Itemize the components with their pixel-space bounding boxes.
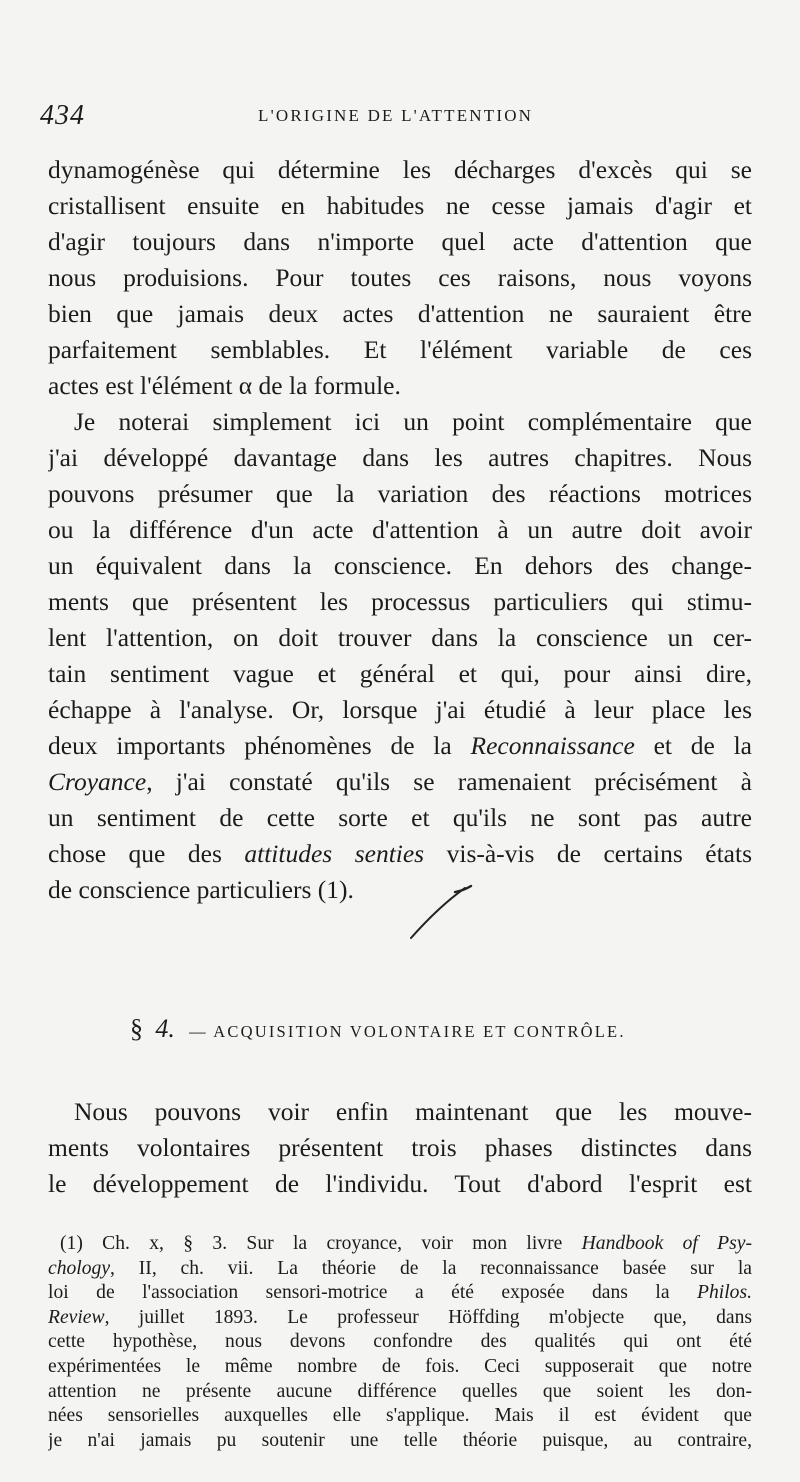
footnote-line: nées sensorielles auxquelles elle s'applique. Mais il est évident que	[48, 1405, 752, 1427]
text-line: un sentiment de cette sorte et qu'ils ne sont pas autre	[48, 803, 752, 832]
italic-term: Reconnaissance	[470, 731, 635, 760]
text-fragment: , juillet 1893. Le professeur Höffding m'objecte que, dans	[104, 1306, 752, 1328]
text-line: lent l'attention, on doit trouver dans la conscience un cer-	[48, 623, 752, 652]
text-fragment: , j'ai constaté qu'ils se ramenaient précisément à	[146, 767, 752, 796]
text-line: ments volontaires présentent trois phases distinctes dans	[48, 1133, 752, 1162]
text-line	[48, 764, 752, 800]
text-line: échappe à l'analyse. Or, lorsque j'ai étudié à leur place les	[48, 695, 752, 724]
text-line: ments que présentent les processus particuliers qui stimu-	[48, 587, 752, 616]
page-number: 434	[40, 100, 85, 131]
section-number: 4.	[155, 1014, 175, 1043]
footnote-line	[48, 1306, 752, 1331]
italic-title: Philos.	[697, 1282, 752, 1304]
text-line: tain sentiment vague et général et qui, pour ainsi dire,	[48, 659, 752, 688]
text-line: actes est l'élément α de la formule.	[48, 371, 401, 400]
italic-term: Croyance	[48, 767, 147, 796]
footnote-line: cette hypothèse, nous devons confondre des qualités qui ont été	[48, 1331, 752, 1353]
section-heading	[130, 1014, 690, 1050]
text-fragment: deux importants phénomènes de la	[48, 731, 471, 760]
italic-title: Handbook of Psy-	[581, 1233, 752, 1254]
footnote	[48, 1232, 752, 1453]
footnote-line	[48, 1232, 752, 1257]
section-text	[48, 1094, 752, 1202]
main-text	[48, 152, 752, 908]
text-line: d'agir toujours dans n'importe quel acte d'attention que	[48, 227, 752, 256]
footnote-line	[48, 1257, 752, 1282]
text-line: ou la différence d'un acte d'attention à un autre doit avoir	[48, 515, 752, 544]
page-header	[40, 100, 760, 140]
text-line: le développement de l'individu. Tout d'abord l'esprit est	[48, 1169, 752, 1198]
text-line: parfaitement semblables. Et l'élément variable de ces	[48, 335, 752, 364]
text-line: dynamogénèse qui détermine les décharges d'excès qui se	[48, 155, 752, 184]
footnote-line: attention ne présente aucune différence quelles que soient les don-	[48, 1380, 752, 1402]
text-line: j'ai développé davantage dans les autres chapitres. Nous	[48, 443, 752, 472]
text-line: bien que jamais deux actes d'attention ne sauraient être	[48, 299, 752, 328]
pencil-mark	[405, 880, 475, 942]
text-fragment: vis-à-vis de certains états	[424, 839, 752, 868]
text-fragment: chose que des	[48, 839, 245, 868]
running-head: L'ORIGINE DE L'ATTENTION	[258, 106, 534, 125]
italic-title: chology	[48, 1257, 111, 1279]
text-line: de conscience particuliers (1).	[48, 875, 354, 904]
text-line: nous produisions. Pour toutes ces raisons, nous voyons	[48, 263, 752, 292]
footnote-line	[48, 1281, 752, 1306]
italic-term: attitudes senties	[244, 839, 425, 868]
text-fragment: et de la	[634, 731, 752, 760]
text-line	[48, 836, 752, 872]
text-line	[48, 728, 752, 764]
text-line: cristallisent ensuite en habitudes ne cesse jamais d'agir et	[48, 191, 752, 220]
footnote-line: je n'ai jamais pu soutenir une telle théorie puisque, au contraire,	[48, 1429, 752, 1451]
text-line: Je noterai simplement ici un point complémentaire que	[74, 407, 752, 436]
italic-title: Review	[48, 1306, 105, 1328]
text-fragment: loi de l'association sensori-motrice a été exposée dans la	[48, 1282, 670, 1304]
section-sign: §	[130, 1014, 143, 1043]
text-line: pouvons présumer que la variation des réactions motrices	[48, 479, 752, 508]
text-line: un équivalent dans la conscience. En dehors des change-	[48, 551, 752, 580]
footnote-line: expérimentées le même nombre de fois. Ceci supposerait que notre	[48, 1355, 752, 1377]
text-line: Nous pouvons voir enfin maintenant que les mouve-	[74, 1097, 752, 1126]
text-fragment: (1) Ch. x, § 3. Sur la croyance, voir mon livre	[60, 1233, 582, 1254]
section-title: — ACQUISITION VOLONTAIRE ET CONTRÔLE.	[189, 1022, 626, 1041]
text-fragment: , II, ch. vii. La théorie de la reconnaissance basée sur la	[110, 1257, 752, 1279]
